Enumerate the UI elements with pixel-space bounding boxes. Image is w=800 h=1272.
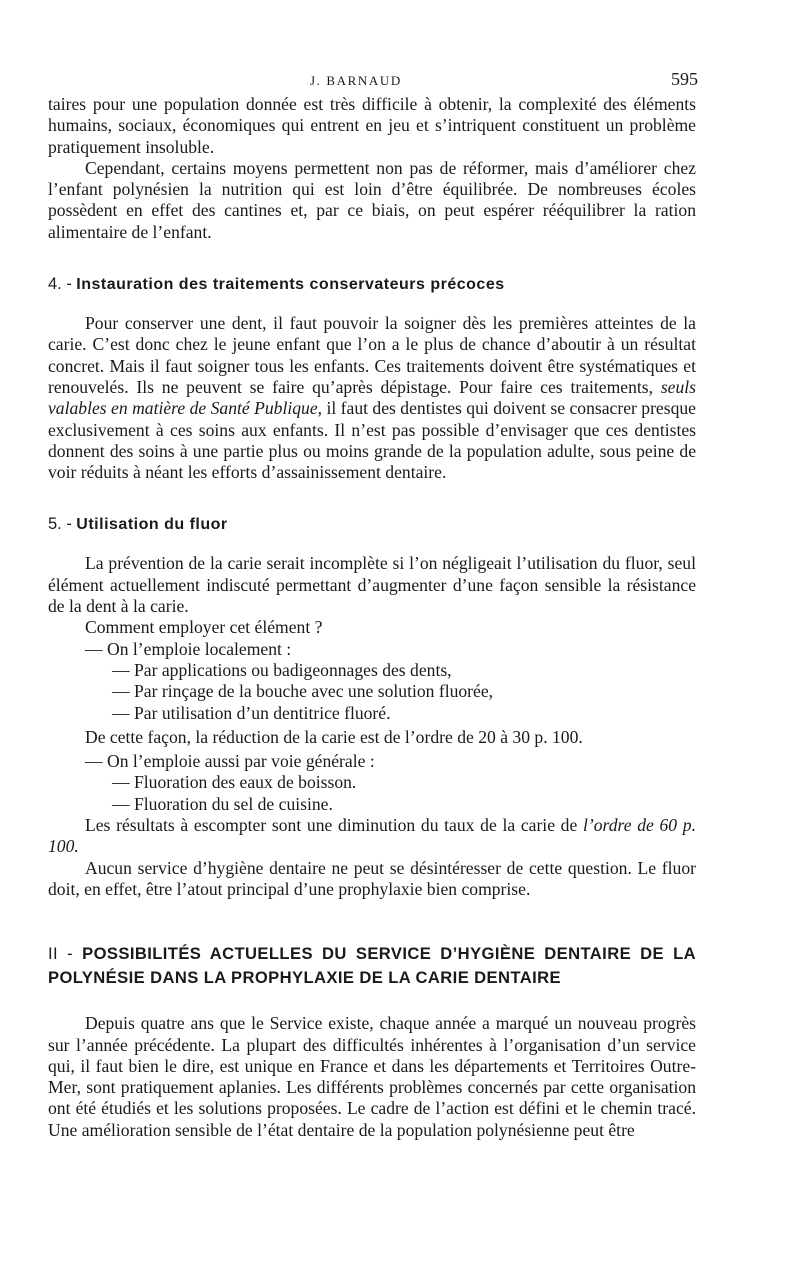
part-2-title: POSSIBILITÉS ACTUELLES DU SERVICE D’HYGIÈNE DENTAIRE DE LA POLYNÉSIE DANS LA PROPHYLAXIE DE LA CARIE DENTAIRE: [48, 944, 696, 988]
part-2-number: II -: [48, 944, 74, 964]
section-4-text-a: Pour conserver une dent, il faut pouvoir la soigner dès les premières atteintes de la carie. C’est donc chez le jeune enfant que l’on a le plus de chance d’aboutir à un résultat concret. Mais il faut soigner tous les enfants. Ces traitements doivent être systématiques et renouvelés. Ils ne peuvent se faire qu’après dépistage. Pour faire ces traitements,: [48, 313, 696, 397]
results-paragraph: [48, 815, 696, 858]
part-2-heading: [48, 942, 696, 990]
part-2-paragraph: Depuis quatre ans que le Service existe, chaque année a marqué un nouveau progrès sur l’année précédente. La plupart des difficultés inhérentes à l’organisation d’un service qui, il faut bien le dire, est unique en France et dans les départements et Territoires Outre-Mer, sont pratiquement aplanies. Les différents problèmes concernés par cette organisation ont été étudiés et les solutions proposées. Le cadre de l’action est défini et le chemin tracé. Une amélioration sensible de l’état dentaire de la population polynésienne peut être: [48, 1013, 696, 1140]
section-4-text-b: il faut des dentistes qui doivent se consacrer presque exclusivement à ces soins aux enfants. Il n’est pas possible d’envisager que ces dentistes donnent des soins à une partie plus ou moins grande de la population adulte, sous peine de voir réduits à néant les efforts d’assainissement dentaire.: [48, 398, 696, 483]
local-use-item: — Par applications ou badigeonnages des dents,: [112, 659, 452, 680]
results-text: Les résultats à escompter sont une diminution du taux de la carie de: [85, 815, 578, 836]
page-number: 595: [671, 69, 698, 89]
local-use-result: De cette façon, la réduction de la carie est de l’ordre de 20 à 30 p. 100.: [85, 726, 583, 747]
section-4-heading: [48, 273, 696, 296]
section-4-number: 4. -: [48, 275, 72, 294]
local-use-item: — Par rinçage de la bouche avec une solution fluorée,: [112, 681, 494, 702]
section-5-question: Comment employer cet élément ?: [85, 617, 323, 638]
section-4-title: Instauration des traitements conservateurs précoces: [76, 276, 505, 294]
section-5-final-paragraph: Aucun service d’hygiène dentaire ne peut se désintéresser de cette question. Le fluor doit, en effet, être l’atout principal d’une prophylaxie bien comprise.: [48, 857, 696, 899]
general-use-item: — Fluoration du sel de cuisine.: [112, 793, 333, 814]
intro-paragraph-2: Cependant, certains moyens permettent non pas de réformer, mais d’améliorer chez l’enfant polynésien la nutrition qui est loin d’être équilibrée. De nombreuses écoles possèdent en effet des cantines et, par ce biais, on peut espérer rééquilibrer la ration alimentaire de l’enfant.: [48, 157, 696, 242]
section-4-italic: seuls valables en matière de Santé Publique,: [48, 376, 696, 419]
results-italic: l’ordre de 60 p. 100.: [48, 815, 696, 857]
section-5-paragraph: La prévention de la carie serait incomplète si l’on négligeait l’utilisation du fluor, seul élément actuellement indiscuté permettant d’augmenter d’une façon sensible la résistance de la dent à la carie.: [48, 553, 696, 617]
running-author: J. BARNAUD: [310, 73, 402, 88]
section-4-paragraph: [48, 313, 696, 483]
running-head: [48, 62, 696, 94]
general-use-item: — Fluoration des eaux de boisson.: [112, 772, 357, 793]
section-5-title: Utilisation du fluor: [76, 516, 228, 534]
section-5-heading: [48, 513, 696, 536]
section-5-number: 5. -: [48, 515, 72, 534]
page: [48, 62, 696, 1141]
intro-paragraph-1: taires pour une population donnée est très difficile à obtenir, la complexité des éléments humains, sociaux, économiques qui entrent en jeu et s’intriquent constituent un problème pratiquement insoluble.: [48, 94, 696, 157]
local-use-intro: — On l’emploie localement :: [85, 638, 292, 659]
local-use-item: — Par utilisation d’un dentitrice fluoré.: [112, 702, 391, 723]
general-use-intro: — On l’emploie aussi par voie générale :: [85, 751, 375, 772]
